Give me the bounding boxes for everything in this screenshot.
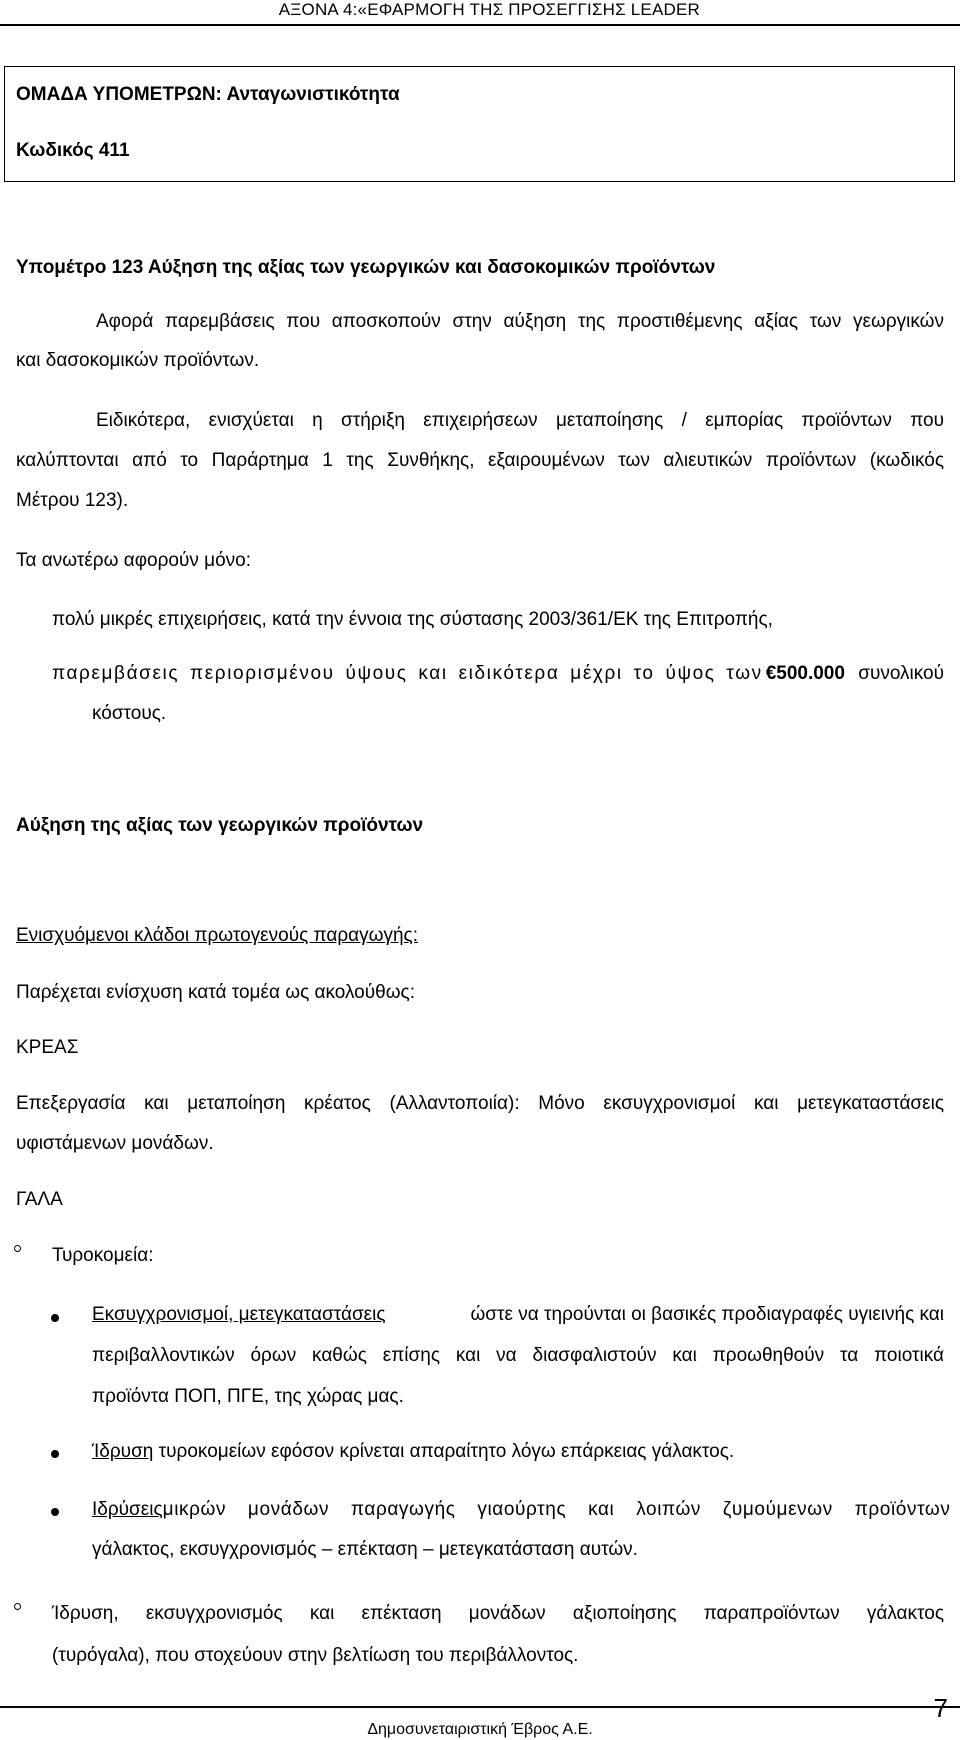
only-item2-amount-group: [766, 663, 944, 685]
cheese-b2-rest: τυροκομείων εφόσον κρίνεται απαραίτητο λόγω επάρκειας γάλακτος.: [158, 1441, 735, 1462]
cheese-b1-underlined: Εκσυγχρονισμοί, μετεγκαταστάσεις: [92, 1304, 386, 1325]
bullet-icon: [51, 1508, 59, 1516]
cheese-b3-underlined: Ιδρύσεις: [92, 1499, 163, 1520]
cheese-b2-line: [92, 1441, 734, 1463]
bullet-icon: [51, 1314, 59, 1322]
sectors-intro: Παρέχεται ενίσχυση κατά τομέα ως ακολούθως:: [16, 982, 415, 1003]
para1-line1: Αφορά παρεμβάσεις που αποσκοπούν στην αύξηση της προστιθέμενης αξίας των γεωργικών: [96, 311, 944, 332]
only-item2-line2: κόστους.: [92, 703, 167, 724]
only-item2-amount: €500.000: [765, 663, 845, 684]
para2-line1: Ειδικότερα, ενισχύεται η στήριξη επιχειρήσεων μεταποίησης / εμπορίας προϊόντων που: [96, 410, 944, 431]
footer-company: Δημοσυνεταιριστική Έβρος Α.Ε.: [367, 1721, 593, 1738]
only-intro: Τα ανωτέρω αφορούν μόνο:: [16, 550, 252, 571]
ring-bullet-icon: [14, 1603, 21, 1610]
whey-line1: Ίδρυση, εκσυγχρονισμός και επέκταση μονάδων αξιοποίησης παραπροϊόντων γάλακτος: [52, 1603, 944, 1624]
only-item2-suffix: συνολικού: [858, 663, 944, 684]
header-title: ΑΞΟΝΑ 4:«ΕΦΑΡΜΟΓΗ ΤΗΣ ΠΡΟΣΕΓΓΙΣΗΣ LEADER: [278, 0, 700, 19]
header-rule: [0, 24, 960, 26]
cheese-b3-line1: [92, 1499, 951, 1521]
cheese-b1-line3: προϊόντα ΠΟΠ, ΠΓΕ, της χώρας μας.: [92, 1386, 404, 1407]
only-item2-prefix: παρεμβάσεις περιορισμένου ύψους και ειδικότερα μέχρι το ύψος των: [52, 663, 763, 684]
cheese-b1-line2: περιβαλλοντικών όρων καθώς επίσης και να διασφαλιστούν και προωθηθούν τα ποιοτικά: [92, 1345, 944, 1366]
cheese-label: Τυροκομεία:: [52, 1245, 154, 1266]
meat-label: ΚΡΕΑΣ: [16, 1037, 79, 1058]
section-heading: Αύξηση της αξίας των γεωργικών προϊόντων: [16, 815, 424, 836]
submeasure-title: Υπομέτρο 123 Αύξηση της αξίας των γεωργικών και δασοκομικών προϊόντων: [16, 257, 716, 278]
para1-line2: και δασοκομικών προϊόντων.: [16, 350, 260, 371]
footer-rule: [0, 1706, 960, 1708]
cheese-b3-line2: γάλακτος, εκσυγχρονισμός – επέκταση – μετεγκατάσταση αυτών.: [92, 1539, 638, 1560]
cheese-b1-rest: ώστε να τηρούνται οι βασικές προδιαγραφές υγιεινής και: [470, 1304, 944, 1325]
cheese-b3-rest: μικρών μονάδων παραγωγής γιαούρτης και λοιπών ζυμούμενων προϊόντων: [162, 1499, 951, 1520]
bullet-icon: [51, 1450, 59, 1458]
sectors-heading: Ενισχυόμενοι κλάδοι πρωτογενούς παραγωγής:: [16, 925, 418, 946]
meat-line1: Επεξεργασία και μεταποίηση κρέατος (Αλλαντοποιία): Μόνο εκσυγχρονισμοί και μετεγκαταστάσεις: [16, 1093, 944, 1114]
para2-line2: καλύπτονται από το Παράρτημα 1 της Συνθήκης, εξαιρουμένων των αλιευτικών προϊόντων (κωδικός: [16, 450, 944, 471]
ring-bullet-icon: [14, 1245, 21, 1252]
para2-line3: Μέτρου 123).: [16, 490, 129, 511]
milk-label: ΓΑΛΑ: [16, 1189, 63, 1210]
cheese-b1-line1: [92, 1304, 944, 1326]
measure-group-title: ΟΜΑΔΑ ΥΠΟΜΕΤΡΩΝ: Ανταγωνιστικότητα: [16, 84, 400, 105]
whey-line2: (τυρόγαλα), που στοχεύουν στην βελτίωση του περιβάλλοντος.: [52, 1645, 579, 1666]
only-item1: πολύ μικρές επιχειρήσεις, κατά την έννοια της σύστασης 2003/361/ΕΚ της Επιτροπής,: [52, 609, 773, 630]
only-item2-line1: [52, 663, 944, 685]
cheese-b2-underlined: Ίδρυση: [92, 1441, 154, 1462]
meat-line2: υφιστάμενων μονάδων.: [16, 1133, 214, 1154]
measure-code: Κωδικός 411: [16, 140, 130, 161]
page-number: 7: [933, 1693, 948, 1723]
